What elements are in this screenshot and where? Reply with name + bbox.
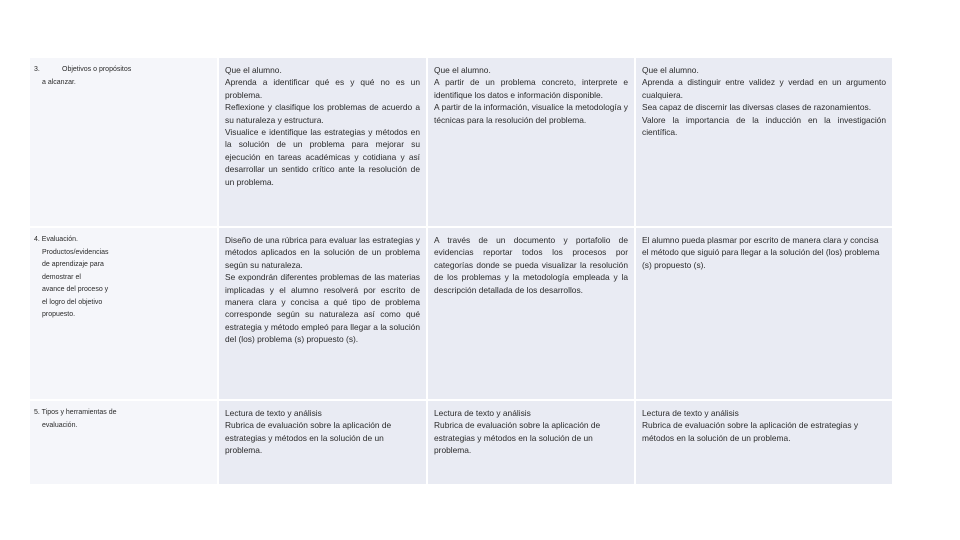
cell-line: Sea capaz de discernir las diversas clases de razonamientos. [642, 102, 872, 113]
row-label-line: Objetivos o propósitos [62, 66, 132, 73]
cell-line: Que el alumno. [642, 65, 699, 75]
row-label-line: Productos/evidencias [42, 248, 109, 256]
cell-line: Diseño de una rúbrica para evaluar las estrategias y métodos aplicados en la solución de un problema según su naturaleza. [225, 235, 420, 270]
cell-line: Aprenda a distinguir entre validez y verdad en un argumento cualquiera. [642, 77, 886, 100]
row-label-line: demostrar el [42, 273, 81, 281]
row-number: 5. [34, 409, 40, 416]
cell-line: El alumno pueda plasmar por escrito de manera clara y concisa el método que siguió para llegar a la solución del (los) problema (s) propuesto (s). [642, 235, 880, 270]
row-label-line: de aprendizaje para [42, 261, 104, 268]
cell-tools-col1 [219, 401, 428, 486]
cell-objectives-col2 [428, 58, 636, 228]
cell-line: Lectura de texto y análisis [642, 408, 739, 418]
cell-line: Valore la importancia de la inducción en la investigación científica. [642, 114, 886, 138]
row-number: 4. [34, 236, 40, 243]
evaluation-table [30, 58, 894, 486]
cell-line: Reflexione y clasifique los problemas de acuerdo a su naturaleza y estructura. [225, 102, 420, 125]
cell-objectives-col3 [636, 58, 894, 228]
cell-evaluation-col1 [219, 228, 428, 401]
cell-line: A partir de un problema concreto, interprete e identifique los datos e información disponible. [434, 77, 628, 100]
cell-line: Que el alumno. [225, 65, 282, 75]
cell-line: Se expondrán diferentes problemas de las materias implicadas y el alumno resolverá por escrito de manera clara y concisa a qué tipo de problema corresponde según su naturaleza así como qué estrategia y método empleó para llegar a la solución del (los) problema (s) propuesto (s). [225, 272, 420, 345]
row-number: 3. [34, 66, 40, 73]
row-label-line: el logro del objetivo [42, 298, 103, 306]
cell-tools-col3 [636, 401, 894, 486]
row-label-line: Tipos y herramientas de [41, 409, 117, 416]
row-label-line: avance del proceso y [42, 286, 109, 293]
row-label-line: evaluación. [42, 421, 78, 429]
cell-evaluation-col2 [428, 228, 636, 401]
row-label-line: propuesto. [42, 311, 76, 318]
cell-line: Rubrica de evaluación sobre la aplicación de estrategias y métodos en la solución de un problema. [642, 420, 859, 443]
cell-evaluation-col3 [636, 228, 894, 401]
cell-line: A través de un documento y portafolio de evidencias reportar todos los procesos por categorías donde se pueda visualizar la resolución de los problemas y la metodología empleada y la descripción detallada de los desarrollos. [434, 235, 628, 295]
cell-line: Lectura de texto y análisis [225, 408, 322, 418]
cell-tools-col2 [428, 401, 636, 486]
cell-line: Rubrica de evaluación sobre la aplicación de estrategias y métodos en la solución de un problema. [434, 420, 601, 456]
cell-line: Visualice e identifique las estrategias y métodos en la solución de un problema para mejorar su ejecución en tareas académicas y cotidiana y así desarrollar un sentido crítico ante la resolución de un problema. [225, 127, 420, 187]
cell-line: Que el alumno. [434, 65, 491, 75]
cell-line: Rubrica de evaluación sobre la aplicación de estrategias y métodos en la solución de un problema. [225, 420, 392, 456]
cell-objectives-col1 [219, 58, 428, 228]
row-label-tools [30, 401, 219, 486]
row-label-evaluation [30, 228, 219, 401]
row-label-line: Evaluación. [41, 236, 78, 243]
row-label-objectives [30, 58, 219, 228]
cell-line: Lectura de texto y análisis [434, 408, 531, 418]
row-label-line: a alcanzar. [42, 78, 76, 86]
cell-line: Aprenda a identificar qué es y qué no es un problema. [225, 77, 420, 100]
cell-line: A partir de la información, visualice la metodología y técnicas para la resolución del problema. [434, 102, 628, 125]
